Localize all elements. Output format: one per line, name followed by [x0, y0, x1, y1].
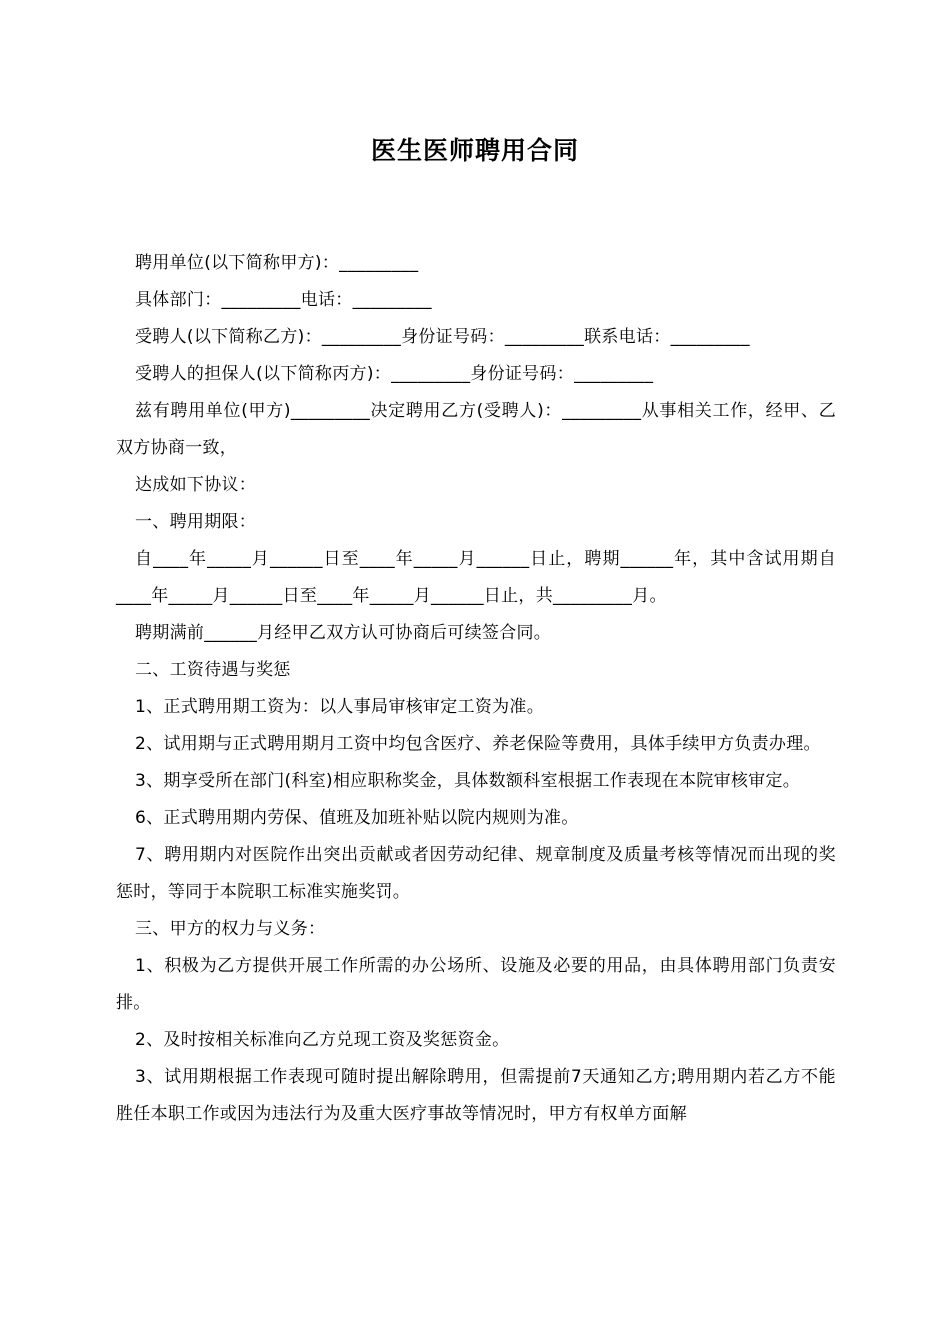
clause-party-a-3: 3、试用期根据工作表现可随时提出解除聘用，但需提前7天通知乙方;聘用期内若乙方不能胜任本职工作或因为违法行为及重大医疗事故等情况时，甲方有权单方面解 [116, 1067, 836, 1124]
clause-party-a-2: 2、及时按相关标准向乙方兑现工资及奖惩资金。 [135, 1030, 510, 1050]
clause-salary-6: 6、正式聘用期内劳保、值班及加班补贴以院内规则为准。 [135, 808, 579, 828]
paragraph-renewal: 聘期满前______月经甲乙双方认可协商后可续签合同。 [135, 623, 552, 643]
paragraph-guarantor: 受聘人的担保人(以下简称丙方)：_________身份证号码：_________ [135, 364, 654, 384]
section-heading-term: 一、聘用期限： [135, 512, 257, 532]
paragraph-employer: 聘用单位(以下简称甲方)：_________ [135, 253, 419, 273]
clause-party-a-1: 1、积极为乙方提供开展工作所需的办公场所、设施及必要的用品，由具体聘用部门负责安排。 [116, 956, 836, 1013]
paragraph-department: 具体部门：_________电话：_________ [135, 290, 432, 310]
clause-salary-3: 3、期享受所在部门(科室)相应职称奖金，具体数额科室根据工作表现在本院审核审定。 [135, 771, 801, 791]
document-body [116, 245, 836, 1133]
section-heading-party-a: 三、甲方的权力与义务： [135, 919, 326, 939]
paragraph-term-dates: 自____年_____月______日至____年_____月______日止，聘期______年，其中含试用期自____年_____月______日至____年_____月______日止，共_________月。 [116, 549, 836, 606]
paragraph-preamble: 兹有聘用单位(甲方)_________决定聘用乙方(受聘人)：_________从事相关工作，经甲、乙双方协商一致， [116, 401, 836, 458]
paragraph-employee: 受聘人(以下简称乙方)：_________身份证号码：_________联系电话：_________ [135, 327, 750, 347]
clause-salary-1: 1、正式聘用期工资为：以人事局审核审定工资为准。 [135, 697, 545, 717]
section-heading-salary: 二、工资待遇与奖惩 [135, 660, 291, 680]
clause-salary-7: 7、聘用期内对医院作出突出贡献或者因劳动纪律、规章制度及质量考核等情况而出现的奖惩时，等同于本院职工标准实施奖罚。 [116, 845, 836, 902]
document-title: 医生医师聘用合同 [370, 136, 579, 165]
paragraph-agreement: 达成如下协议： [135, 475, 257, 495]
clause-salary-2: 2、试用期与正式聘用期月工资中均包含医疗、养老保险等费用，具体手续甲方负责办理。 [135, 734, 821, 754]
